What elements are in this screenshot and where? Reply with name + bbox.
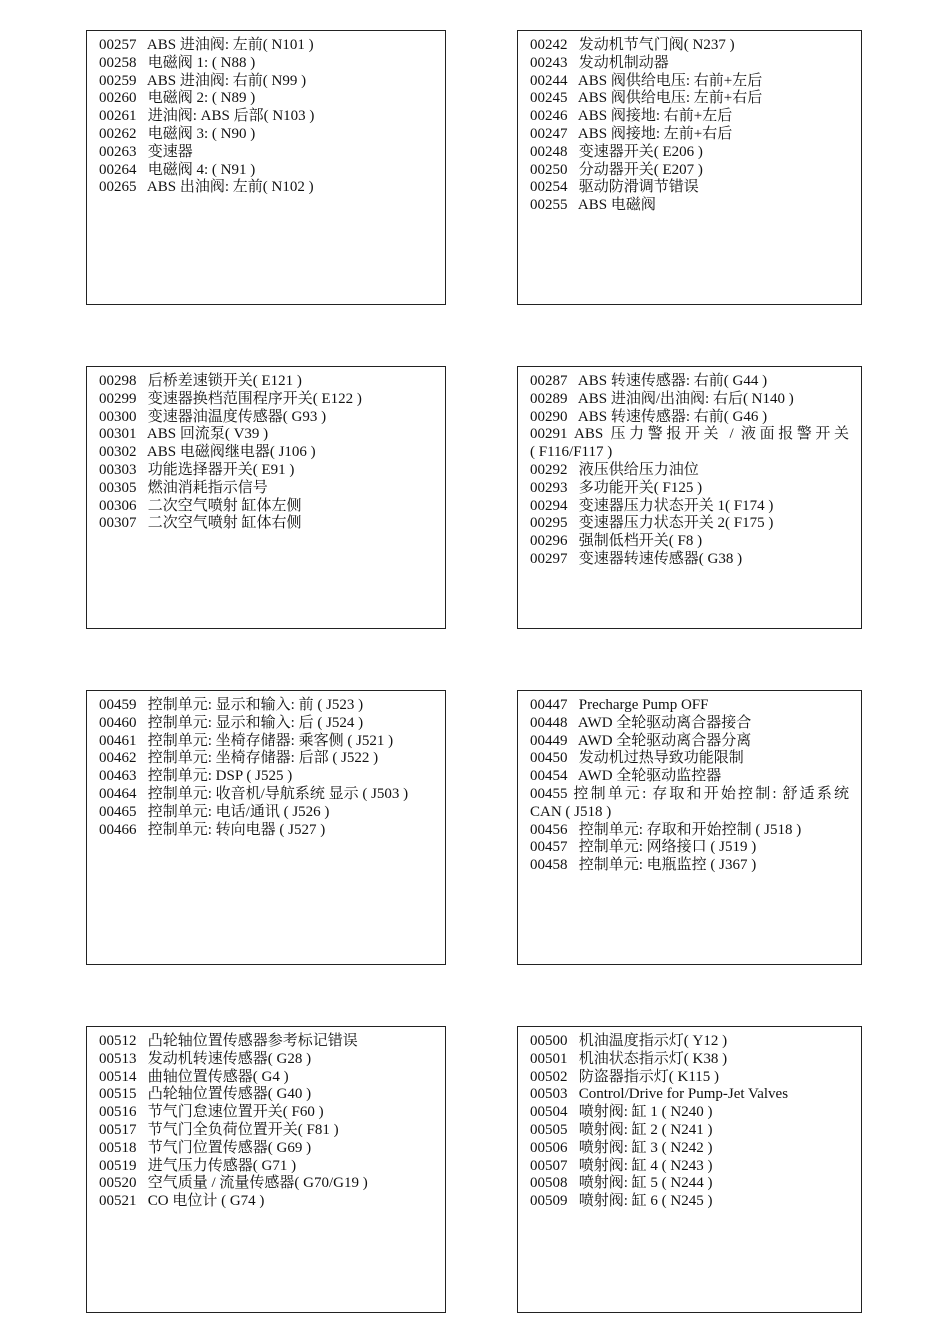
code-line: 00461 控制单元: 坐椅存储器: 乘客侧 ( J521 ) [99, 732, 394, 749]
code-box-7 [86, 1026, 446, 1313]
code-line: 00264 电磁阀 4: ( N91 ) [99, 161, 256, 178]
code-line: 00462 控制单元: 坐椅存储器: 后部 ( J522 ) [99, 750, 379, 767]
code-line: 00244 ABS 阀供给电压: 右前+左后 [530, 72, 763, 89]
code-line: 00456 控制单元: 存取和开始控制 ( J518 ) [530, 821, 802, 838]
code-line: 00507 喷射阀: 缸 4 ( N243 ) [530, 1157, 713, 1174]
code-line: 00518 节气门位置传感器( G69 ) [99, 1139, 312, 1156]
code-line: 00454 AWD 全轮驱动监控器 [530, 768, 722, 785]
code-line: 00450 发动机过热导致功能限制 [530, 750, 744, 767]
code-box-4 [517, 366, 862, 629]
code-line: 00294 变速器压力状态开关 1( F174 ) [530, 497, 774, 514]
code-line: 00307 二次空气喷射 缸体右侧 [99, 515, 302, 532]
code-line: 00242 发动机节气门阀( N237 ) [530, 37, 735, 53]
code-line: 00261 进油阀: ABS 后部( N103 ) [99, 108, 315, 125]
code-box-8 [517, 1026, 862, 1313]
code-line: 00262 电磁阀 3: ( N90 ) [99, 125, 256, 142]
code-line: 00457 控制单元: 网络接口 ( J519 ) [530, 839, 757, 856]
code-line: 00521 CO 电位计 ( G74 ) [99, 1193, 265, 1210]
code-line: 00291 ABS 压力警报开关 / 液面报警开关 [530, 426, 849, 443]
code-line: 00512 凸轮轴位置传感器参考标记错误 [99, 1033, 358, 1049]
code-line: 00447 Precharge Pump OFF [530, 697, 709, 713]
code-line: 00458 控制单元: 电瓶监控 ( J367 ) [530, 857, 757, 874]
code-line: 00263 变速器 [99, 143, 193, 160]
code-line: 00258 电磁阀 1: ( N88 ) [99, 54, 256, 71]
code-line: 00459 控制单元: 显示和输入: 前 ( J523 ) [99, 697, 364, 713]
code-box-6 [517, 690, 862, 965]
code-line: 00287 ABS 转速传感器: 右前( G44 ) [530, 373, 768, 389]
code-line: 00295 变速器压力状态开关 2( F175 ) [530, 515, 774, 532]
code-line: 00503 Control/Drive for Pump-Jet Valves [530, 1086, 789, 1103]
code-line: 00296 强制低档开关( F8 ) [530, 533, 703, 550]
code-line: 00448 AWD 全轮驱动离合器接合 [530, 714, 752, 731]
code-box-2 [517, 30, 862, 305]
code-line: 00506 喷射阀: 缸 3 ( N242 ) [530, 1139, 713, 1156]
code-line: 00517 节气门全负荷位置开关( F81 ) [99, 1121, 339, 1138]
code-line: 00298 后桥差速锁开关( E121 ) [99, 373, 302, 389]
code-line: 00505 喷射阀: 缸 2 ( N241 ) [530, 1121, 713, 1138]
code-box-5 [86, 690, 446, 965]
code-line: 00519 进气压力传感器( G71 ) [99, 1157, 297, 1174]
code-line: 00303 功能选择器开关( E91 ) [99, 461, 295, 478]
code-line: 00306 二次空气喷射 缸体左侧 [99, 497, 302, 514]
code-line: 00455 控制单元: 存取和开始控制: 舒适系统 [530, 785, 849, 802]
code-box-1 [86, 30, 446, 305]
code-line: 00463 控制单元: DSP ( J525 ) [99, 768, 293, 785]
code-line: 00500 机油温度指示灯( Y12 ) [530, 1033, 728, 1049]
code-line: 00465 控制单元: 电话/通讯 ( J526 ) [99, 803, 330, 820]
code-line: 00250 分动器开关( E207 ) [530, 161, 703, 178]
code-line: 00514 曲轴位置传感器( G4 ) [99, 1068, 289, 1085]
code-line: 00246 ABS 阀接地: 右前+左后 [530, 108, 733, 125]
code-line: 00504 喷射阀: 缸 1 ( N240 ) [530, 1104, 713, 1121]
code-line: 00259 ABS 进油阀: 右前( N99 ) [99, 72, 307, 89]
code-line: 00515 凸轮轴位置传感器( G40 ) [99, 1086, 312, 1103]
code-line: 00305 燃油消耗指示信号 [99, 479, 268, 496]
code-line: 00243 发动机制动器 [530, 54, 669, 71]
code-line: 00248 变速器开关( E206 ) [530, 143, 703, 160]
code-line: 00299 变速器换档范围程序开关( E122 ) [99, 390, 362, 407]
code-line: 00502 防盗器指示灯( K115 ) [530, 1068, 720, 1085]
code-line: 00466 控制单元: 转向电器 ( J527 ) [99, 821, 326, 838]
code-line: 00290 ABS 转速传感器: 右前( G46 ) [530, 408, 768, 425]
code-line: 00257 ABS 进油阀: 左前( N101 ) [99, 37, 314, 53]
code-line: 00509 喷射阀: 缸 6 ( N245 ) [530, 1193, 713, 1210]
code-line: 00516 节气门怠速位置开关( F60 ) [99, 1104, 324, 1121]
code-line: ( F116/F117 ) [530, 444, 613, 461]
code-line: 00300 变速器油温度传感器( G93 ) [99, 408, 327, 425]
code-line: 00292 液压供给压力油位 [530, 461, 699, 478]
code-line: 00247 ABS 阀接地: 左前+右后 [530, 125, 733, 142]
code-line: 00508 喷射阀: 缸 5 ( N244 ) [530, 1175, 713, 1192]
code-line: 00449 AWD 全轮驱动离合器分离 [530, 732, 752, 749]
code-line: 00513 发动机转速传感器( G28 ) [99, 1050, 312, 1067]
code-line: 00260 电磁阀 2: ( N89 ) [99, 90, 256, 107]
code-line: 00293 多功能开关( F125 ) [530, 479, 703, 496]
code-line: CAN ( J518 ) [530, 803, 612, 820]
code-line: 00301 ABS 回流泵( V39 ) [99, 426, 269, 443]
code-box-3 [86, 366, 446, 629]
code-line: 00302 ABS 电磁阀继电器( J106 ) [99, 444, 316, 461]
code-line: 00520 空气质量 / 流量传感器( G70/G19 ) [99, 1175, 368, 1192]
code-line: 00464 控制单元: 收音机/导航系统 显示 ( J503 ) [99, 785, 409, 802]
code-line: 00255 ABS 电磁阀 [530, 197, 656, 214]
code-line: 00289 ABS 进油阀/出油阀: 右后( N140 ) [530, 390, 794, 407]
code-line: 00245 ABS 阀供给电压: 左前+右后 [530, 90, 763, 107]
code-line: 00265 ABS 出油阀: 左前( N102 ) [99, 179, 314, 196]
code-line: 00501 机油状态指示灯( K38 ) [530, 1050, 728, 1067]
code-line: 00460 控制单元: 显示和输入: 后 ( J524 ) [99, 714, 364, 731]
code-line: 00254 驱动防滑调节错误 [530, 179, 699, 196]
code-line: 00297 变速器转速传感器( G38 ) [530, 550, 743, 567]
